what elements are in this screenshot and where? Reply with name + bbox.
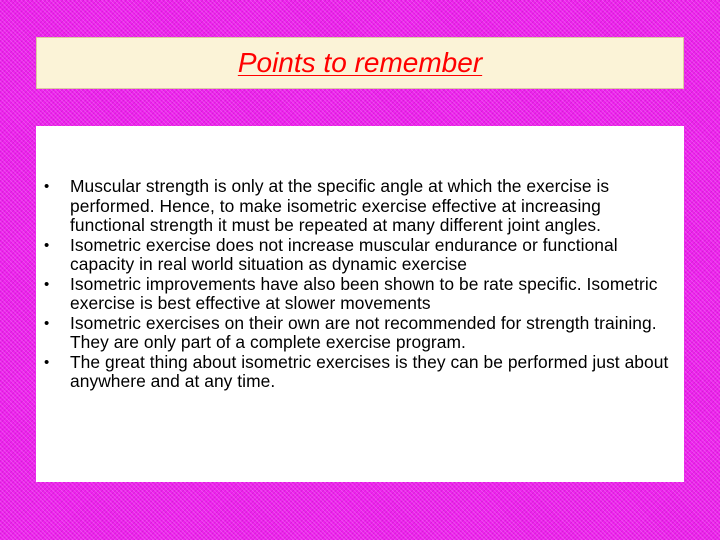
list-item	[44, 275, 680, 314]
list-item	[44, 314, 680, 353]
bullet-icon: •	[44, 353, 50, 371]
bullet-list	[44, 177, 680, 392]
bullet-text: Isometric exercise does not increase muscular endurance or functional capacity in real world situation as dynamic exercise	[70, 234, 618, 274]
bullet-icon: •	[44, 275, 50, 293]
list-item	[44, 236, 680, 275]
content-box	[36, 126, 684, 482]
list-item	[44, 177, 680, 236]
bullet-icon: •	[44, 236, 50, 254]
bullet-text: Muscular strength is only at the specific angle at which the exercise is performed. Hence, to make isometric exercise effective at increasing functional strength it must be repeated at many different joint angles.	[70, 176, 610, 235]
bullet-text: Isometric exercises on their own are not recommended for strength training. They are only part of a complete exercise program.	[70, 312, 657, 352]
bullet-icon: •	[44, 314, 50, 332]
page-title: Points to remember	[237, 47, 483, 78]
list-item	[44, 353, 680, 392]
bullet-text: The great thing about isometric exercises is they can be performed just about anywhere and at any time.	[70, 351, 669, 391]
title-box	[36, 37, 684, 89]
bullet-text: Isometric improvements have also been shown to be rate specific. Isometric exercise is best effective at slower movements	[70, 273, 658, 313]
bullet-icon: •	[44, 178, 50, 195]
